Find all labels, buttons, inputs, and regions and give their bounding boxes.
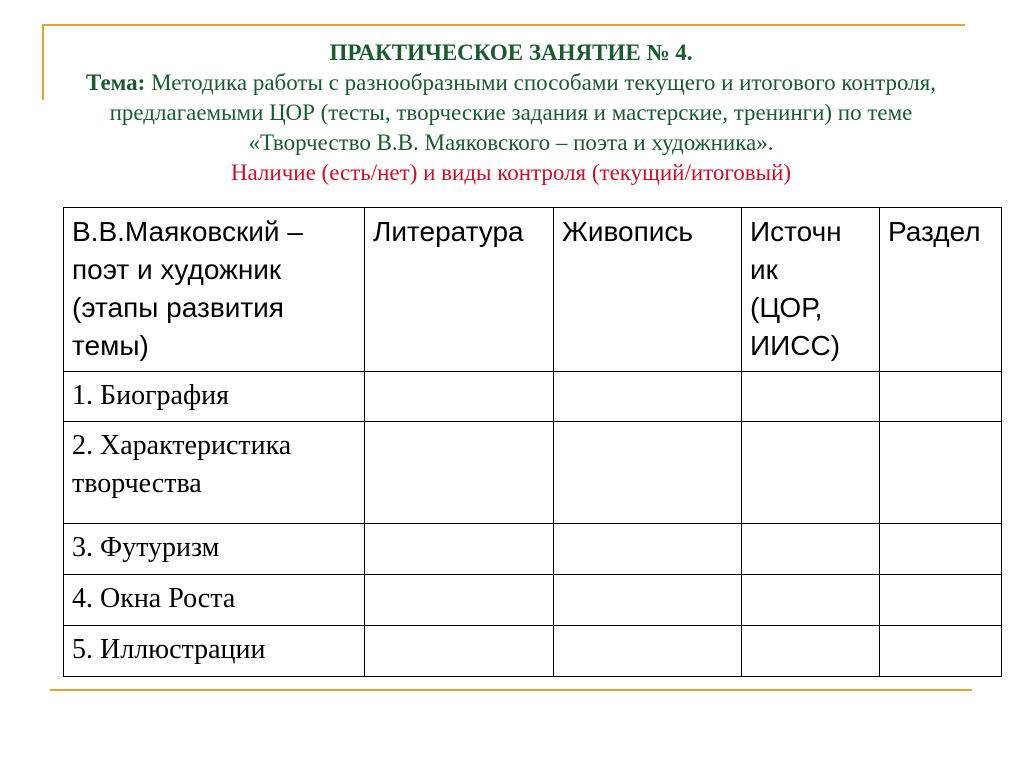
column-header-painting: Живопись bbox=[554, 208, 742, 372]
table-cell[interactable] bbox=[880, 422, 1002, 524]
table-cell[interactable] bbox=[365, 372, 554, 422]
row-label-biography: 1. Биография bbox=[64, 372, 365, 422]
table-cell[interactable] bbox=[880, 575, 1002, 626]
source-line-3: (ЦОР, bbox=[750, 292, 823, 323]
table-cell[interactable] bbox=[365, 422, 554, 524]
frame-left-line bbox=[42, 24, 44, 100]
subtitle: Наличие (есть/нет) и виды контроля (текущий/итоговый) bbox=[230, 160, 792, 185]
frame-top-line bbox=[42, 24, 965, 26]
theme-label: Тема: bbox=[85, 70, 146, 95]
page-title: ПРАКТИЧЕСКОЕ ЗАНЯТИЕ № 4. bbox=[329, 40, 693, 65]
table-row bbox=[64, 626, 1002, 677]
table-cell[interactable] bbox=[880, 626, 1002, 677]
slide-header bbox=[46, 38, 976, 188]
table-cell[interactable] bbox=[554, 626, 742, 677]
table-cell[interactable] bbox=[742, 575, 880, 626]
table-row bbox=[64, 524, 1002, 575]
row-label-characteristic: 2. Характеристика творчества bbox=[64, 422, 365, 524]
theme-text: Методика работы с разнообразными способами текущего и итогового контроля, предлагаемыми ЦОР (тесты, творческие задания и мастерские, тренинги) по теме «Творчество В.В. Маяковского – поэта и художника». bbox=[109, 70, 937, 155]
table-cell[interactable] bbox=[365, 524, 554, 575]
table-cell[interactable] bbox=[554, 575, 742, 626]
table-cell[interactable] bbox=[365, 575, 554, 626]
table-row bbox=[64, 575, 1002, 626]
source-line-2: ик bbox=[750, 254, 778, 285]
table-header-row bbox=[64, 208, 1002, 372]
theme-paragraph bbox=[46, 68, 976, 158]
table-cell[interactable] bbox=[365, 626, 554, 677]
column-header-stages: В.В.Маяковский – поэт и художник (этапы развития темы) bbox=[64, 208, 365, 372]
control-table bbox=[63, 207, 1002, 677]
table-cell[interactable] bbox=[880, 524, 1002, 575]
table-cell[interactable] bbox=[554, 422, 742, 524]
column-header-section: Раздел bbox=[880, 208, 1002, 372]
table-cell[interactable] bbox=[742, 524, 880, 575]
column-header-source bbox=[742, 208, 880, 372]
frame-bottom-line bbox=[50, 689, 972, 691]
table-cell[interactable] bbox=[742, 626, 880, 677]
table-cell[interactable] bbox=[742, 372, 880, 422]
table-row bbox=[64, 422, 1002, 524]
table-cell[interactable] bbox=[554, 372, 742, 422]
row-label-illustrations: 5. Иллюстрации bbox=[64, 626, 365, 677]
table-cell[interactable] bbox=[742, 422, 880, 524]
column-header-literature: Литература bbox=[365, 208, 554, 372]
table-row bbox=[64, 372, 1002, 422]
table-cell[interactable] bbox=[554, 524, 742, 575]
source-line-1: Источн bbox=[750, 216, 842, 247]
row-label-futurism: 3. Футуризм bbox=[64, 524, 365, 575]
source-line-4: ИИСС) bbox=[750, 330, 841, 361]
row-label-rosta-windows: 4. Окна Роста bbox=[64, 575, 365, 626]
table-cell[interactable] bbox=[880, 372, 1002, 422]
